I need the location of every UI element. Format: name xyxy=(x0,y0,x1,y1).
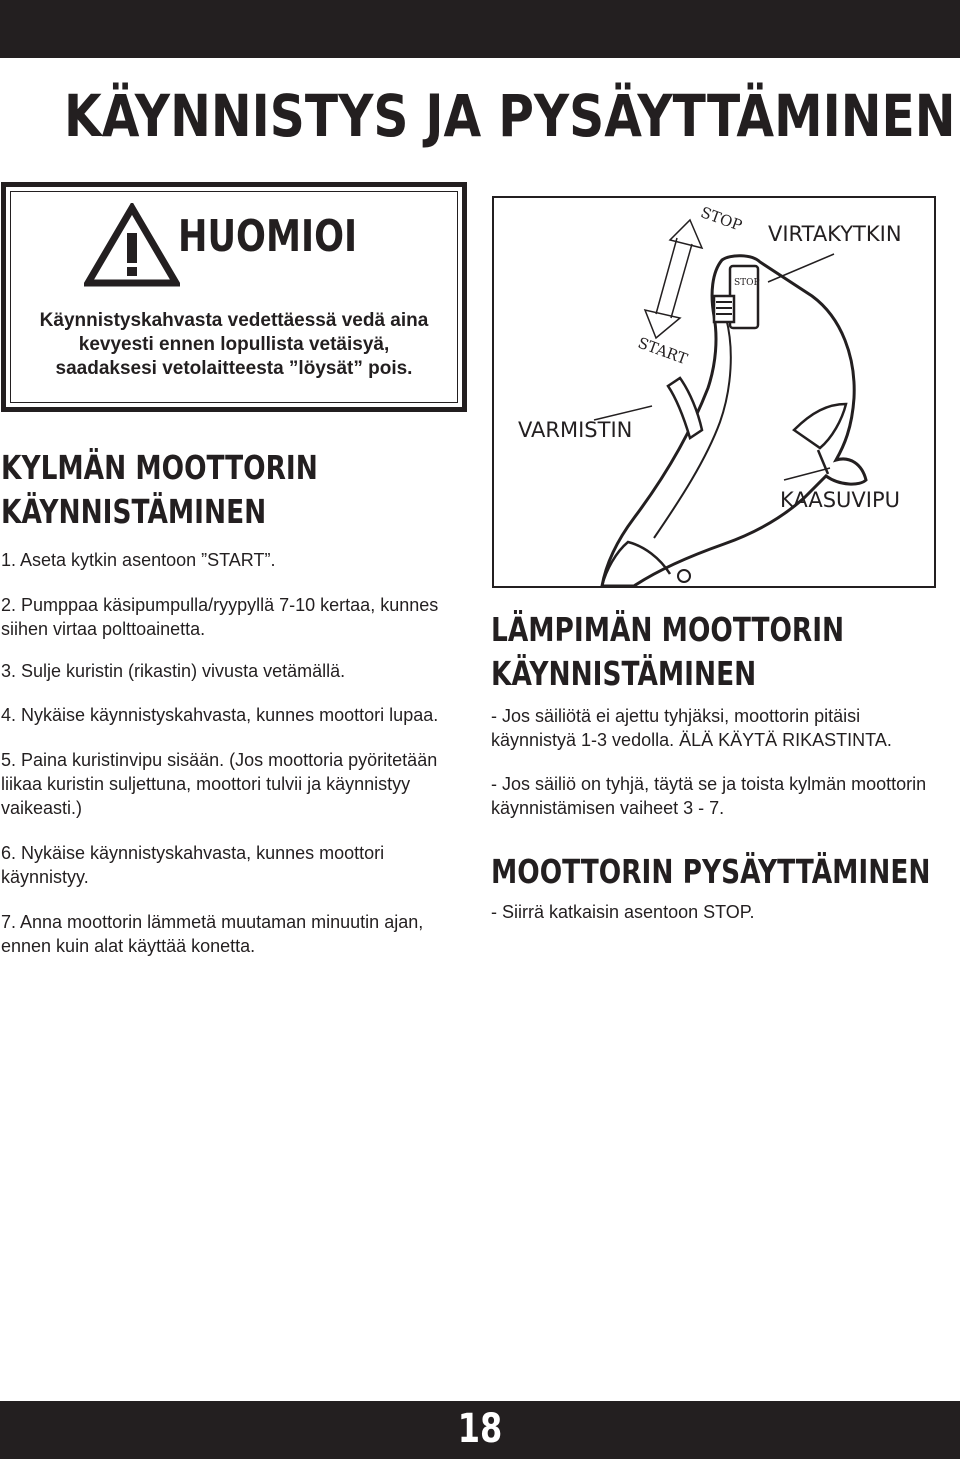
warning-text-line: kevyesti ennen lopullista vetäisyä, xyxy=(78,334,390,355)
step-item: 4. Nykäise käynnistyskahvasta, kunnes moottori lupaa. xyxy=(1,705,439,725)
step-item: 6. Nykäise käynnistyskahvasta, kunnes moottori käynnistyy. xyxy=(1,843,385,887)
warning-heading: HUOMIOI xyxy=(178,211,358,262)
throttle-handle-drawing xyxy=(494,198,934,586)
step-item: 5. Paina kuristinvipu sisään. (Jos moottoria pyöritetään liikaa kuristin suljettuna, moottori tulvii ja käynnistyy vaikeasti.) xyxy=(1,750,438,818)
right-column xyxy=(491,608,931,924)
throttle-handle-figure xyxy=(492,196,936,588)
stopping-heading: MOOTTORIN PYSÄYTTÄMINEN xyxy=(491,852,931,891)
stop-label: STOP xyxy=(698,203,745,235)
switch-small-label: STOP xyxy=(734,278,760,288)
step-item: 7. Anna moottorin lämmetä muutaman minuutin ajan, ennen kuin alat käyttää konetta. xyxy=(1,912,424,956)
warning-box xyxy=(1,182,467,412)
varmistin-label: VARMISTIN xyxy=(518,418,633,442)
step-item: 3. Sulje kuristin (rikastin) vivusta vetämällä. xyxy=(1,661,346,681)
warm-start-paragraph: - Jos säiliö on tyhjä, täytä se ja toista kylmän moottorin käynnistämisen vaiheet 3 - 7. xyxy=(491,774,927,818)
warning-triangle-icon xyxy=(84,203,180,287)
warm-start-paragraph: - Jos säiliötä ei ajettu tyhjäksi, moottorin pitäisi käynnistyä 1-3 vedolla. ÄLÄ KÄYTÄ RIKASTINTA. xyxy=(491,706,892,750)
warm-start-heading-line: KÄYNNISTÄMINEN xyxy=(491,654,757,693)
kaasuvipu-label: KAASUVIPU xyxy=(780,488,901,512)
warm-start-heading xyxy=(491,608,843,696)
step-item: 2. Pumppaa käsipumpulla/ryypyllä 7-10 kertaa, kunnes siihen virtaa polttoainetta. xyxy=(1,595,439,639)
start-label: START xyxy=(635,333,690,369)
page-title: KÄYNNISTYS JA PYSÄYTTÄMINEN xyxy=(64,82,956,150)
step-item: 1. Aseta kytkin asentoon ”START”. xyxy=(1,550,276,570)
top-bar xyxy=(0,0,960,58)
warning-text xyxy=(6,309,462,381)
warning-text-line: saadaksesi vetolaitteesta ”löysät” pois. xyxy=(55,358,413,379)
cold-start-heading xyxy=(1,446,318,534)
stopping-paragraph: - Siirrä katkaisin asentoon STOP. xyxy=(491,902,755,922)
virtakytkin-label: VIRTAKYTKIN xyxy=(768,222,902,246)
cold-start-heading-line: KYLMÄN MOOTTORIN xyxy=(1,448,318,487)
cold-start-steps xyxy=(1,548,471,958)
warning-text-line: Käynnistyskahvasta vedettäessä vedä aina xyxy=(39,310,429,331)
warm-start-heading-line: LÄMPIMÄN MOOTTORIN xyxy=(491,610,845,649)
cold-start-heading-line: KÄYNNISTÄMINEN xyxy=(1,492,267,531)
page-number: 18 xyxy=(457,1406,503,1452)
